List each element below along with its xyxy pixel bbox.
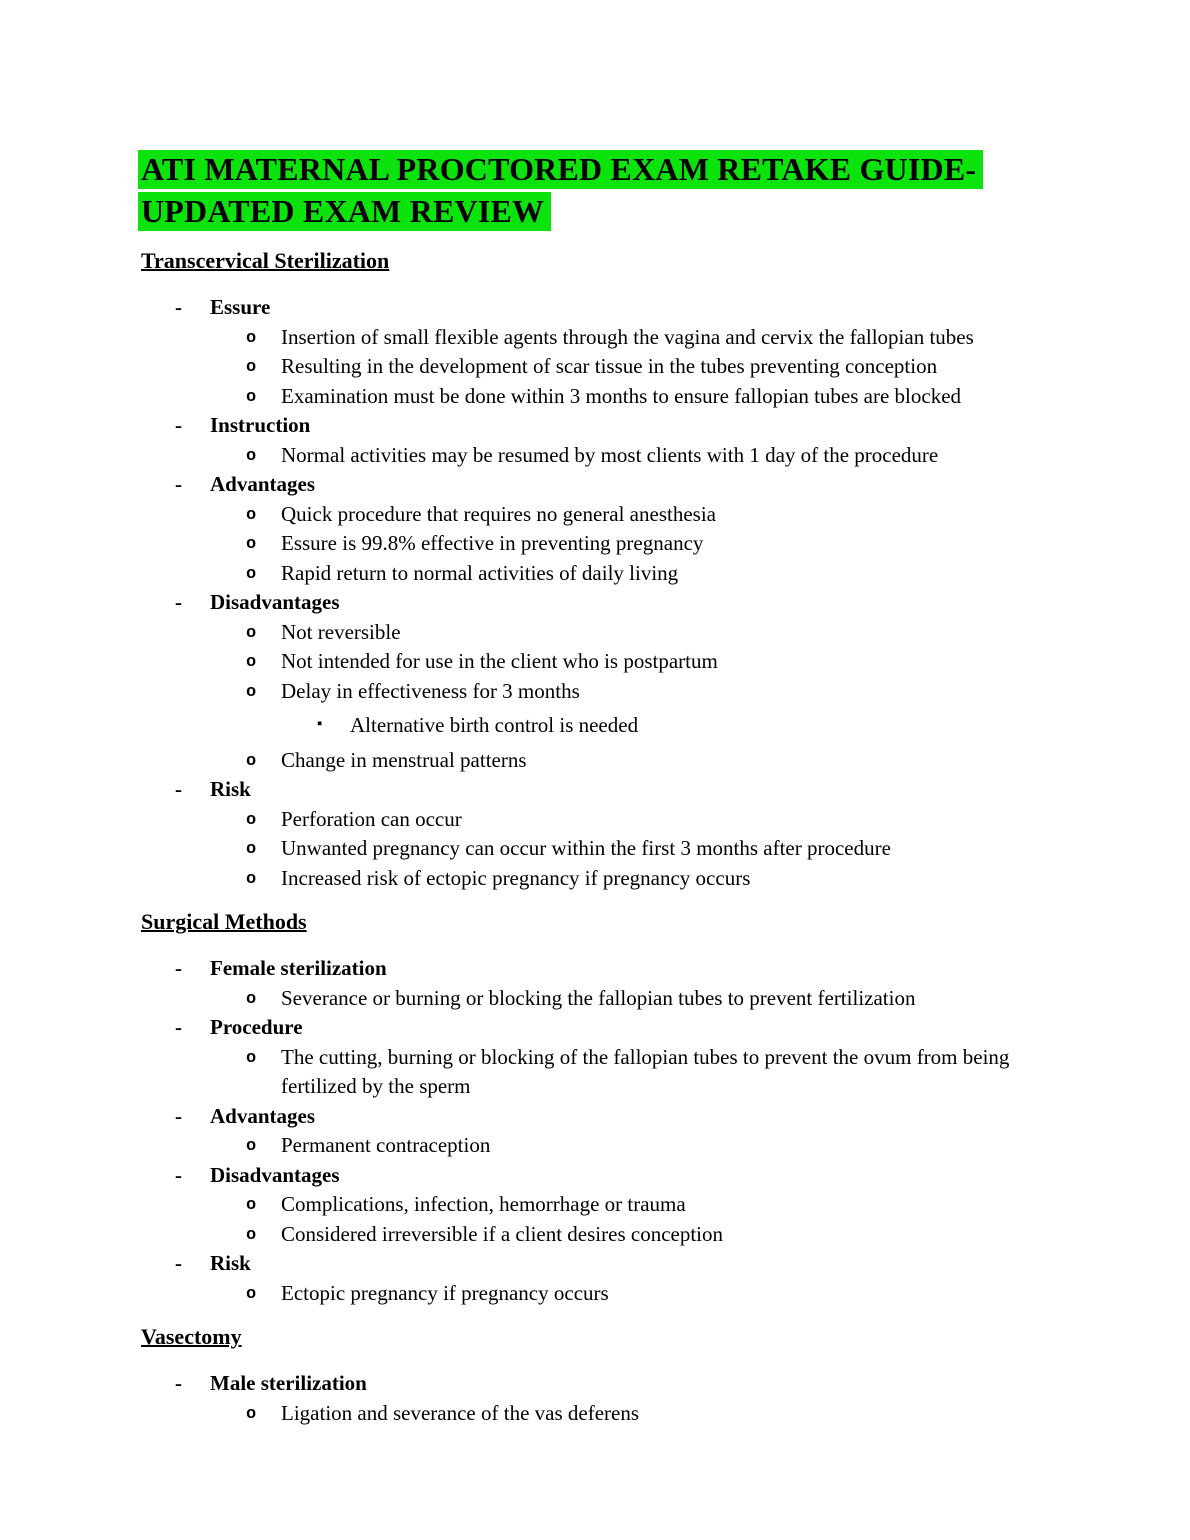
item-text: Alternative birth control is needed	[350, 713, 639, 737]
list-item-level1	[141, 411, 1064, 441]
list-item-level1	[141, 1249, 1064, 1279]
dash-bullet: -	[175, 1251, 182, 1275]
list-item-level2	[141, 559, 1064, 589]
item-text: Ligation and severance of the vas deferens	[281, 1400, 640, 1425]
circle-bullet: o	[246, 328, 257, 348]
circle-bullet: o	[246, 1137, 257, 1156]
circle-bullet: o	[246, 446, 257, 466]
list-item-level2	[141, 647, 1064, 677]
dash-bullet: -	[175, 590, 182, 614]
item-label: Male sterilization	[210, 1371, 367, 1395]
circle-bullet: o	[246, 1196, 257, 1215]
dash-bullet: -	[175, 956, 182, 980]
item-label: Risk	[210, 1251, 251, 1275]
item-text: Considered irreversible if a client desires conception	[281, 1221, 724, 1246]
list-item-level2	[141, 864, 1064, 894]
list-item-level2	[141, 618, 1064, 648]
title-highlight: ATI MATERNAL PROCTORED EXAM RETAKE GUIDE-	[138, 150, 983, 189]
list-item-level2	[141, 441, 1064, 471]
dash-bullet: -	[175, 413, 182, 437]
item-label: Procedure	[210, 1015, 303, 1039]
circle-bullet: o	[246, 1284, 257, 1304]
document-body	[141, 247, 1064, 1428]
item-label: Disadvantages	[210, 1162, 340, 1187]
item-text: Unwanted pregnancy can occur within the first 3 months after procedure	[281, 836, 891, 860]
dash-bullet: -	[175, 777, 182, 801]
circle-bullet: o	[246, 810, 257, 830]
item-text: The cutting, burning or blocking of the fallopian tubes to prevent the ovum from being fertilized by the sperm	[281, 1044, 1010, 1098]
item-text: Complications, infection, hemorrhage or trauma	[281, 1192, 686, 1216]
list-item-level2	[141, 834, 1064, 864]
dash-bullet: -	[175, 1015, 182, 1039]
item-text: Delay in effectiveness for 3 months	[281, 678, 580, 703]
item-text: Change in menstrual patterns	[281, 747, 527, 772]
item-text: Insertion of small flexible agents through the vagina and cervix the fallopian tubes	[281, 324, 974, 349]
section-heading: Surgical Methods	[141, 909, 307, 934]
item-label: Disadvantages	[210, 590, 340, 614]
document-title	[141, 148, 1064, 232]
dash-bullet: -	[175, 295, 182, 319]
circle-bullet: o	[246, 358, 257, 377]
item-text: Quick procedure that requires no general anesthesia	[281, 501, 716, 526]
list-item-level2	[141, 677, 1064, 707]
title-line	[141, 190, 1064, 232]
section-heading: Transcervical Sterilization	[141, 248, 390, 273]
item-text: Not reversible	[281, 619, 401, 644]
list-item-level1	[141, 1161, 1064, 1191]
list-item-level2	[141, 1190, 1064, 1220]
list-item-level2	[141, 1220, 1064, 1250]
circle-bullet: o	[246, 387, 257, 407]
circle-bullet: o	[246, 505, 257, 525]
item-text: Permanent contraception	[281, 1133, 491, 1157]
item-text: Ectopic pregnancy if pregnancy occurs	[281, 1280, 609, 1305]
item-text: Normal activities may be resumed by most clients with 1 day of the procedure	[281, 442, 939, 467]
list-item-level1	[141, 293, 1064, 323]
item-label: Instruction	[210, 413, 311, 437]
list-item-level2	[141, 529, 1064, 559]
item-label: Essure	[210, 295, 271, 319]
circle-bullet: o	[246, 1048, 257, 1068]
list-item-level2	[141, 1399, 1064, 1429]
square-bullet: ▪	[317, 716, 323, 732]
item-text: Perforation can occur	[281, 806, 462, 831]
list-item-level1	[141, 588, 1064, 618]
list-item-level2	[141, 1279, 1064, 1309]
circle-bullet: o	[246, 840, 257, 859]
dash-bullet: -	[175, 1162, 182, 1187]
item-text: Increased risk of ectopic pregnancy if pregnancy occurs	[281, 865, 751, 890]
item-text: Essure is 99.8% effective in preventing pregnancy	[281, 531, 704, 555]
dash-bullet: -	[175, 1371, 182, 1395]
circle-bullet: o	[246, 653, 257, 672]
section	[141, 247, 1064, 893]
list-item-level2	[141, 352, 1064, 382]
circle-bullet: o	[246, 623, 257, 643]
list-item-level2	[141, 323, 1064, 353]
list-item-level1	[141, 954, 1064, 984]
circle-bullet: o	[246, 869, 257, 889]
item-label: Advantages	[210, 472, 316, 496]
list-item-level1	[141, 470, 1064, 500]
item-label: Female sterilization	[210, 956, 387, 980]
dash-bullet: -	[175, 472, 182, 496]
list-item-level1	[141, 775, 1064, 805]
dash-bullet: -	[175, 1103, 182, 1128]
item-text: Not intended for use in the client who is postpartum	[281, 649, 718, 673]
circle-bullet: o	[246, 564, 257, 584]
list-item-level2	[141, 500, 1064, 530]
list-item-level2	[141, 984, 1064, 1014]
list-item-level3	[141, 711, 1064, 741]
list-item-level2	[141, 1043, 1064, 1102]
title-line	[141, 148, 1064, 190]
item-text: Severance or burning or blocking the fallopian tubes to prevent fertilization	[281, 985, 916, 1010]
list-item-level1	[141, 1369, 1064, 1399]
circle-bullet: o	[246, 989, 257, 1009]
item-text: Rapid return to normal activities of daily living	[281, 560, 679, 585]
list-item-level2	[141, 1131, 1064, 1161]
list-item-level1	[141, 1013, 1064, 1043]
list-item-level1	[141, 1102, 1064, 1132]
section-heading: Vasectomy	[141, 1324, 242, 1349]
item-text: Examination must be done within 3 months to ensure fallopian tubes are blocked	[281, 383, 962, 408]
circle-bullet: o	[246, 1404, 257, 1424]
item-label: Risk	[210, 777, 251, 801]
item-text: Resulting in the development of scar tissue in the tubes preventing conception	[281, 354, 938, 378]
circle-bullet: o	[246, 751, 257, 771]
list-item-level2	[141, 382, 1064, 412]
list-item-level2	[141, 746, 1064, 776]
circle-bullet: o	[246, 535, 257, 554]
section	[141, 1323, 1064, 1428]
item-label: Advantages	[210, 1103, 316, 1128]
circle-bullet: o	[246, 1225, 257, 1245]
section	[141, 908, 1064, 1308]
list-item-level2	[141, 805, 1064, 835]
circle-bullet: o	[246, 682, 257, 702]
title-highlight: UPDATED EXAM REVIEW	[138, 192, 551, 231]
